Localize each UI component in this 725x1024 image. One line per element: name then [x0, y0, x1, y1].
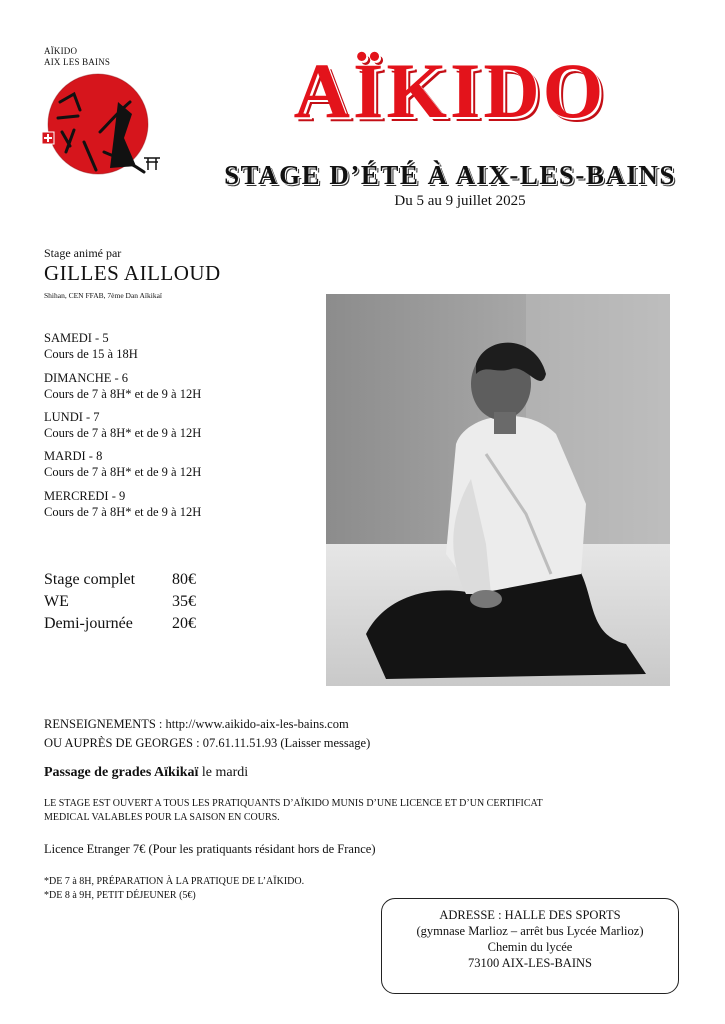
price-label: Demi-journée [44, 615, 133, 632]
footnotes [44, 875, 304, 903]
footnote-1: *DE 7 à 8H, PRÉPARATION À LA PRATIQUE DE L’AÏKIDO. [44, 876, 305, 887]
day-label: SAMEDI - 5 [44, 331, 109, 345]
logo-line-2: AIX LES BAINS [44, 57, 111, 67]
address-line-4: 73100 AIX-LES-BAINS [468, 956, 592, 970]
day-hours: Cours de 7 à 8H* et de 9 à 12H [44, 465, 202, 479]
address-line-2: (gymnase Marlioz – arrêt bus Lycée Marlioz) [416, 924, 644, 938]
teacher-photo [326, 294, 670, 686]
grades-bold: Passage de grades Aïkikaï [44, 765, 199, 780]
grades-line [44, 765, 248, 781]
grades-rest: le mardi [198, 765, 249, 780]
page-title: AÏKIDO [293, 47, 607, 134]
day-hours: Cours de 7 à 8H* et de 9 à 12H [44, 426, 202, 440]
schedule-day-4 [44, 448, 201, 480]
club-logo [40, 72, 160, 176]
schedule-day-2 [44, 370, 201, 402]
price-value: 20€ [172, 615, 196, 632]
price-label: WE [44, 593, 69, 610]
day-label: DIMANCHE - 6 [44, 371, 129, 385]
info-website: RENSEIGNEMENTS : http://www.aikido-aix-les-bains.com [44, 717, 349, 731]
schedule-day-3 [44, 409, 201, 441]
day-hours: Cours de 7 à 8H* et de 9 à 12H [44, 387, 202, 401]
footnote-2: *DE 8 à 9H, PETIT DÉJEUNER (5€) [44, 890, 196, 901]
page-subtitle: STAGE D’ÉTÉ À AIX-LES-BAINS [224, 160, 676, 190]
day-label: MARDI - 8 [44, 449, 103, 463]
price-row-full [44, 571, 196, 589]
day-hours: Cours de 15 à 18H [44, 347, 138, 361]
schedule-day-5 [44, 488, 201, 520]
teacher-intro: Stage animé par [44, 246, 122, 260]
event-dates: Du 5 au 9 juillet 2025 [394, 193, 526, 209]
open-notice [44, 797, 543, 825]
teacher-name: GILLES AILLOUD [44, 261, 221, 285]
info-contact: OU AUPRÈS DE GEORGES : 07.61.11.51.93 (Laisser message) [44, 736, 371, 750]
day-label: MERCREDI - 9 [44, 489, 126, 503]
day-hours: Cours de 7 à 8H* et de 9 à 12H [44, 505, 202, 519]
logo-line-1: AÏKIDO [44, 46, 78, 56]
address-box [381, 898, 679, 994]
teacher-rank: Shihan, CEN FFAB, 7ème Dan Aïkikaï [44, 291, 162, 300]
price-value: 35€ [172, 593, 196, 610]
price-row-half-day [44, 615, 196, 633]
day-label: LUNDI - 7 [44, 410, 100, 424]
licence-info: Licence Etranger 7€ (Pour les pratiquants résidant hors de France) [44, 842, 376, 856]
seated-aikidoka-image [326, 294, 670, 686]
logo-caption [44, 46, 110, 68]
address-line-1: ADRESSE : HALLE DES SPORTS [439, 908, 621, 922]
price-label: Stage complet [44, 571, 136, 588]
open-notice-line-1: LE STAGE EST OUVERT A TOUS LES PRATIQUANTS D’AÏKIDO MUNIS D’UNE LICENCE ET D’UN CERTIFICAT [44, 798, 543, 809]
schedule-day-1 [44, 330, 138, 362]
open-notice-line-2: MEDICAL VALABLES POUR LA SAISON EN COURS. [44, 812, 280, 823]
price-value: 80€ [172, 571, 196, 588]
price-row-weekend [44, 593, 196, 611]
address-line-3: Chemin du lycée [487, 940, 573, 954]
